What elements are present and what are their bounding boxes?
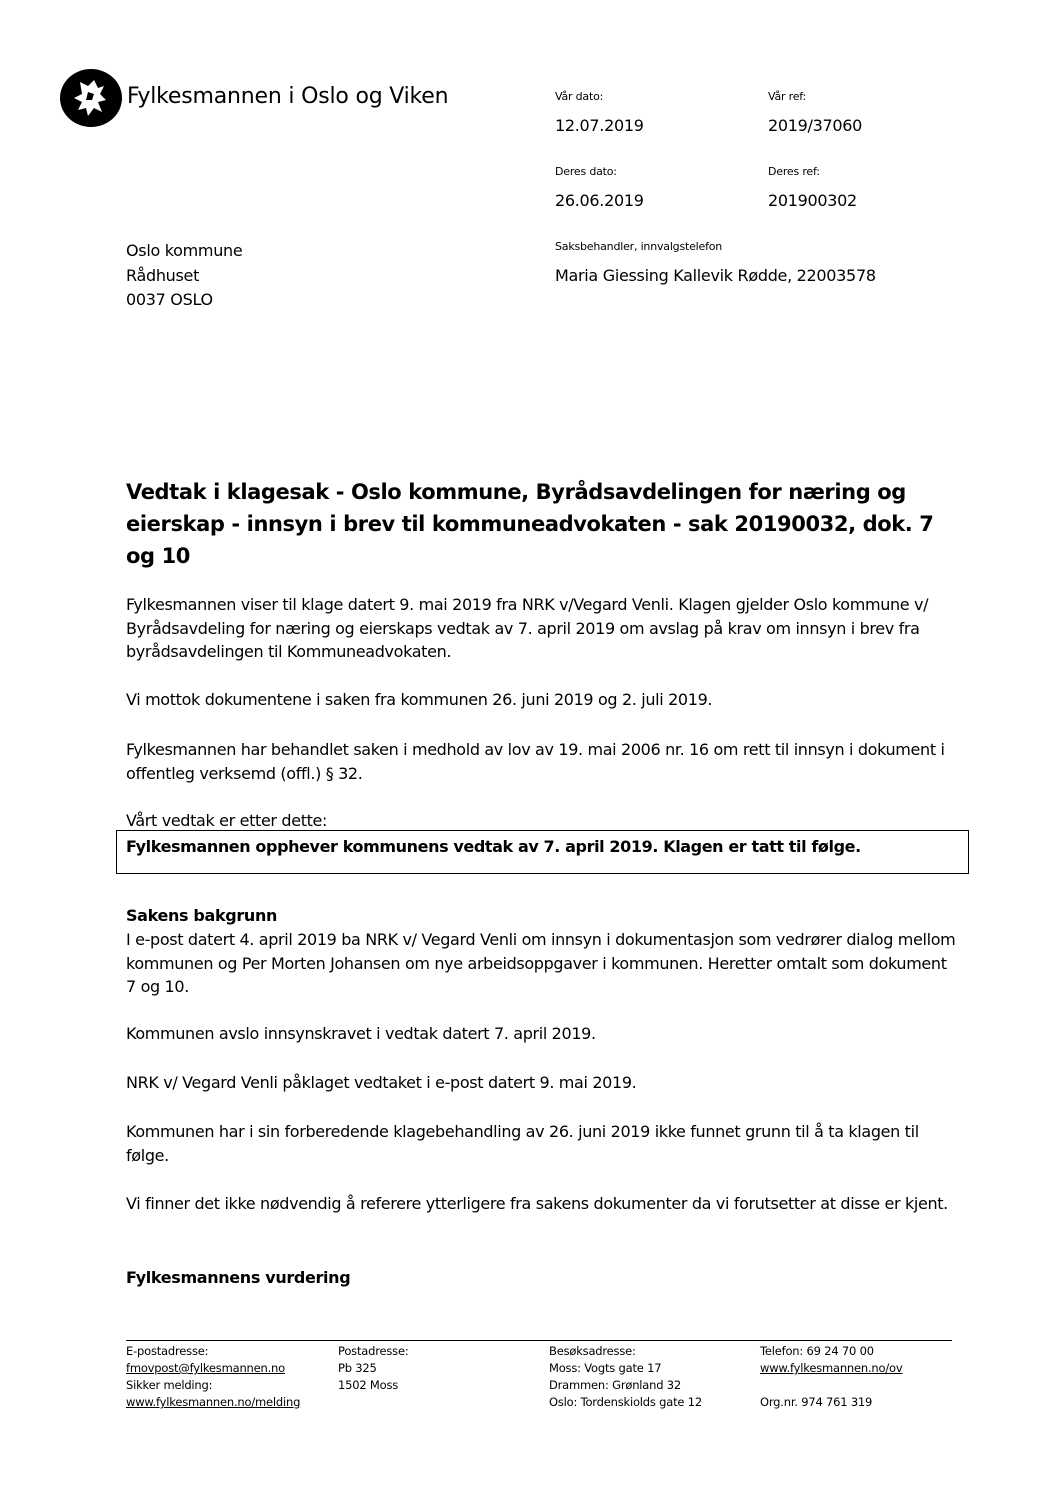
paragraph-9: Vi finner det ikke nødvendig å referere ytterligere fra sakens dokumenter da vi forutsetter at disse er kjent. xyxy=(126,1194,948,1213)
paragraph-2: Vi mottok dokumentene i saken fra kommunen 26. juni 2019 og 2. juli 2019. xyxy=(126,690,713,709)
recipient-line-1: Oslo kommune xyxy=(126,241,243,260)
footer-visit-drammen: Drammen: Grønland 32 xyxy=(549,1378,682,1392)
footer-column-phone xyxy=(760,1343,902,1411)
paragraph-1: Fylkesmannen viser til klage datert 9. mai 2019 fra NRK v/Vegard Venli. Klagen gjelder Oslo kommune v/ Byrådsavdeling for næring og eierskaps vedtak av 7. april 2019 om avslag på krav om innsyn i brev fra byrådsavdelingen til Kommuneadvokaten. xyxy=(126,595,929,661)
footer-column-contact xyxy=(126,1343,300,1411)
paragraph-3: Fylkesmannen har behandlet saken i medhold av lov av 19. mai 2006 nr. 16 om rett til innsyn i dokument i offentleg verksemd (offl.) § 32. xyxy=(126,740,945,783)
footer-postal-city: 1502 Moss xyxy=(338,1378,399,1392)
paragraph-4: Vårt vedtak er etter dette: xyxy=(126,811,328,830)
footer-secure-message-link[interactable]: www.fylkesmannen.no/melding xyxy=(126,1395,301,1409)
our-ref-label: Vår ref: xyxy=(768,90,807,103)
footer-website-link[interactable]: www.fylkesmannen.no/ov xyxy=(760,1361,903,1375)
case-officer: Maria Giessing Kallevik Rødde, 22003578 xyxy=(555,266,876,285)
paragraph-5: I e-post datert 4. april 2019 ba NRK v/ Vegard Venli om innsyn i dokumentasjon som vedrører dialog mellom kommunen og Per Morten Johansen om nye arbeidsoppgaver i kommunen. Heretter omtalt som dokument 7 og 10. xyxy=(126,930,956,996)
paragraph-7: NRK v/ Vegard Venli påklaget vedtaket i e-post datert 9. mai 2019. xyxy=(126,1073,637,1092)
decision-text: Fylkesmannen opphever kommunens vedtak av 7. april 2019. Klagen er tatt til følge. xyxy=(126,837,861,856)
our-date: 12.07.2019 xyxy=(555,116,644,135)
your-ref: 201900302 xyxy=(768,191,857,210)
footer-column-visit xyxy=(549,1343,702,1411)
footer-org-number: Org.nr. 974 761 319 xyxy=(760,1395,873,1409)
recipient-address xyxy=(126,239,242,313)
footer-email-link[interactable]: fmovpost@fylkesmannen.no xyxy=(126,1361,285,1375)
recipient-line-3: 0037 OSLO xyxy=(126,290,213,309)
background-heading: Sakens bakgrunn xyxy=(126,906,278,925)
organization-name: Fylkesmannen i Oslo og Viken xyxy=(127,84,449,109)
footer-postal-box: Pb 325 xyxy=(338,1361,377,1375)
case-officer-label: Saksbehandler, innvalgstelefon xyxy=(555,240,723,253)
footer-visit-moss: Moss: Vogts gate 17 xyxy=(549,1361,662,1375)
footer-column-postal xyxy=(338,1343,409,1394)
our-date-label: Vår dato: xyxy=(555,90,604,103)
coat-of-arms-lion-icon xyxy=(58,68,124,128)
footer-divider xyxy=(126,1340,952,1341)
footer-spacer xyxy=(760,1377,902,1394)
recipient-line-2: Rådhuset xyxy=(126,265,200,285)
paragraph-6: Kommunen avslo innsynskravet i vedtak datert 7. april 2019. xyxy=(126,1024,596,1043)
footer-phone: Telefon: 69 24 70 00 xyxy=(760,1344,874,1358)
footer-email-label: E-postadresse: xyxy=(126,1344,209,1358)
footer-visit-label: Besøksadresse: xyxy=(549,1344,636,1358)
your-ref-label: Deres ref: xyxy=(768,165,820,178)
your-date: 26.06.2019 xyxy=(555,191,644,210)
footer-visit-oslo: Oslo: Tordenskiolds gate 12 xyxy=(549,1395,702,1409)
paragraph-8: Kommunen har i sin forberedende klagebehandling av 26. juni 2019 ikke funnet grunn til å ta klagen til følge. xyxy=(126,1122,919,1165)
your-date-label: Deres dato: xyxy=(555,165,617,178)
our-ref: 2019/37060 xyxy=(768,116,863,135)
assessment-heading: Fylkesmannens vurdering xyxy=(126,1268,351,1287)
footer-secure-message-label: Sikker melding: xyxy=(126,1378,213,1392)
footer-postal-label: Postadresse: xyxy=(338,1344,409,1358)
document-title: Vedtak i klagesak - Oslo kommune, Byrådsavdelingen for næring og eierskap - innsyn i brev til kommuneadvokaten - sak 20190032, dok. 7 og 10 xyxy=(126,480,934,568)
